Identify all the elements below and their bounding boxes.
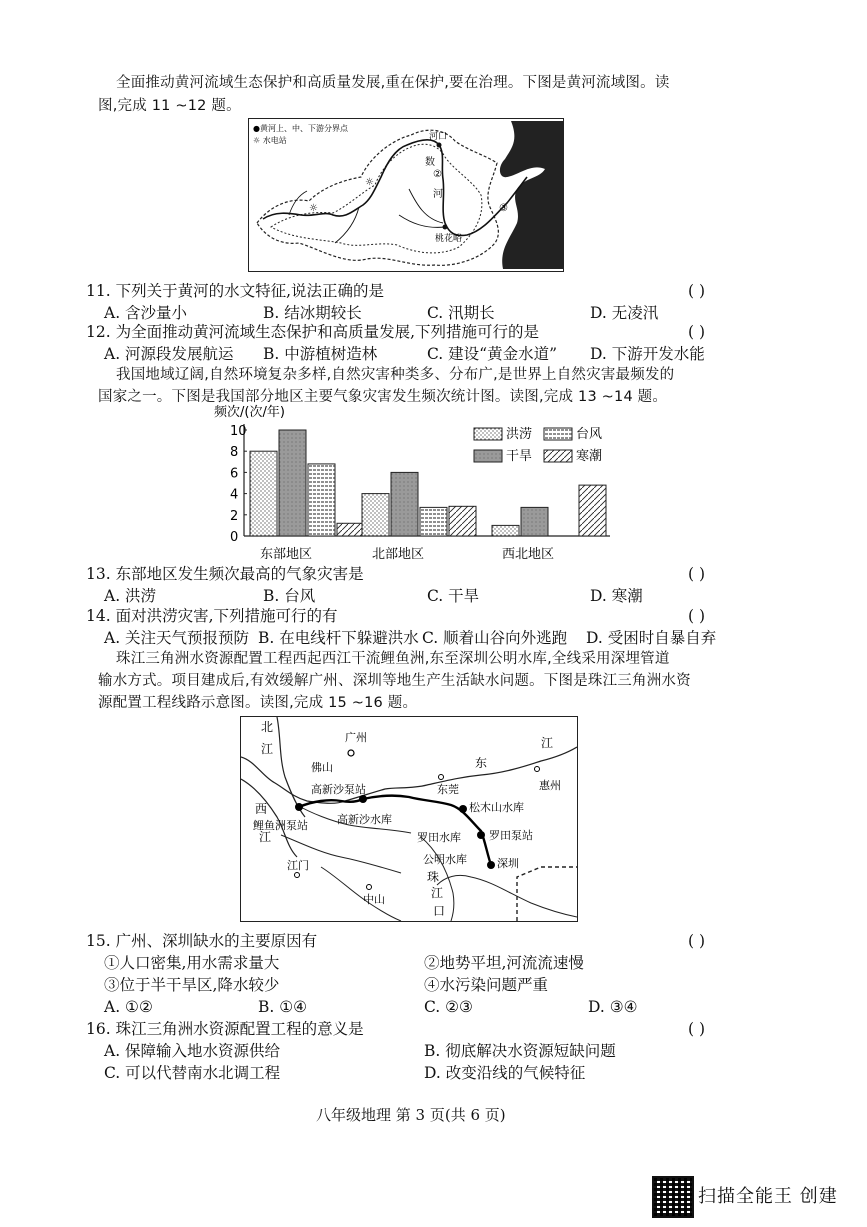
bei-jiang-river	[277, 717, 305, 817]
liyuzhou-pump-dot	[295, 803, 303, 811]
q13-option-a[interactable]: A. 洪涝	[104, 587, 157, 605]
label-taohuayu: 桃花峪	[435, 234, 463, 244]
bar-寒潮-东部地区	[337, 523, 364, 536]
q13-option-b[interactable]: B. 台风	[263, 587, 316, 605]
q16-option-d[interactable]: D. 改变沿线的气候特征	[424, 1064, 586, 1082]
zhongshan-city-icon	[367, 885, 372, 890]
y-tick-label: 10	[230, 424, 247, 439]
q11-option-d[interactable]: D. 无凌汛	[590, 304, 659, 322]
xi-jiang-river	[241, 779, 297, 857]
label-xi: 西	[255, 802, 268, 816]
jiangmen-city-icon	[295, 873, 300, 878]
q16-option-c[interactable]: C. 可以代替南水北调工程	[104, 1064, 281, 1082]
q16-option-a[interactable]: A. 保障输入地水资源供给	[104, 1042, 281, 1060]
x-category-label: 西北地区	[502, 547, 555, 562]
huizhou-city-icon	[535, 767, 540, 772]
label-songmushan: 松木山水库	[469, 801, 524, 814]
bar-台风-北部地区	[420, 507, 447, 536]
q11-option-c[interactable]: C. 汛期长	[427, 304, 495, 322]
gongming-dot	[487, 861, 495, 869]
q14-option-a[interactable]: A. 关注天气预报预防	[104, 629, 250, 647]
pearl-river-map	[240, 716, 578, 922]
label-dong: 东	[475, 756, 488, 770]
q15-option-d[interactable]: D. ③④	[588, 998, 638, 1016]
guangzhou-city-icon	[348, 750, 354, 756]
q15-option-a[interactable]: A. ①②	[104, 998, 153, 1016]
q15-option-b[interactable]: B. ①④	[258, 998, 308, 1016]
label-gaoxinsha-pump: 高新沙泵站	[311, 783, 366, 796]
q12-stem: 12. 为全面推动黄河流域生态保护和高质量发展,下列措施可行的是	[86, 323, 540, 341]
bar-寒潮-西北地区	[579, 485, 606, 536]
q13-answer-paren[interactable]: ( )	[688, 565, 706, 583]
y-tick-label: 6	[230, 466, 239, 482]
bar-干旱-北部地区	[391, 472, 418, 536]
legend-boundary: ●黄河上、中、下游分界点	[253, 124, 348, 133]
q16-stem: 16. 珠江三角洲水资源配置工程的意义是	[86, 1020, 364, 1038]
q12-option-b[interactable]: B. 中游植树造林	[263, 345, 378, 363]
q12-answer-paren[interactable]: ( )	[688, 323, 706, 341]
basin-boundary	[257, 130, 498, 265]
label-he: 河	[433, 189, 443, 200]
legend-swatch	[474, 428, 502, 440]
q12-option-a[interactable]: A. 河源段发展航运	[104, 345, 234, 363]
bar-洪涝-西北地区	[492, 525, 519, 536]
x-category-label: 北部地区	[372, 547, 425, 562]
q12-option-c[interactable]: C. 建设“黄金水道”	[427, 345, 558, 363]
q16-option-b[interactable]: B. 彻底解决水资源短缺问题	[424, 1042, 616, 1060]
legend-label: 台风	[576, 427, 603, 442]
bar-洪涝-东部地区	[250, 451, 277, 536]
disaster-frequency-chart	[210, 404, 630, 566]
marker-2: ②	[433, 169, 442, 180]
q15-stem: 15. 广州、深圳缺水的主要原因有	[86, 932, 318, 950]
label-jiangmen: 江门	[287, 859, 309, 872]
q14-stem: 14. 面对洪涝灾害,下列措施可行的有	[86, 607, 338, 625]
legend-hydro: ☼ 水电站	[253, 136, 287, 145]
y-tick-label: 8	[230, 445, 239, 461]
legend-swatch	[544, 428, 572, 440]
q15-answer-paren[interactable]: ( )	[688, 932, 706, 950]
sea-area	[500, 121, 563, 269]
y-tick-label: 4	[230, 487, 239, 503]
hydro-station-icon: ☼	[365, 177, 374, 188]
label-kou: 口	[433, 904, 446, 918]
intro-yellow-river-line2: 图,完成 11 ~12 题。	[98, 98, 241, 114]
hk-boundary	[517, 867, 577, 921]
label-zhongshan: 中山	[363, 893, 385, 906]
legend-label: 寒潮	[576, 449, 603, 464]
qr-code-icon	[652, 1176, 694, 1218]
tributary	[335, 207, 359, 243]
hydro-station-icon: ☼	[309, 203, 318, 214]
delta-channel	[321, 867, 401, 921]
gaoxinsha-pump-dot	[359, 795, 367, 803]
q16-answer-paren[interactable]: ( )	[688, 1020, 706, 1038]
q13-stem: 13. 东部地区发生频次最高的气象灾害是	[86, 565, 364, 583]
q15-statement-4: ④水污染问题严重	[424, 976, 549, 994]
label-guangzhou: 广州	[345, 731, 367, 744]
boundary-point-taohuayu	[443, 225, 448, 230]
legend-label: 干旱	[506, 449, 533, 464]
intro-pearl-line1: 珠江三角洲水资源配置工程西起西江干流鲤鱼洲,东至深圳公明水库,全线采用深埋管道	[116, 651, 670, 667]
bar-洪涝-北部地区	[362, 494, 389, 536]
intro-disaster-line2: 国家之一。下图是我国部分地区主要气象灾害发生频次统计图。读图,完成 13 ~14 题。	[98, 389, 668, 405]
q11-option-b[interactable]: B. 结冰期较长	[263, 304, 362, 322]
legend-swatch	[474, 450, 502, 462]
page-footer: 八年级地理 第 3 页(共 6 页)	[316, 1106, 506, 1124]
label-luotian-res: 罗田水库	[417, 831, 461, 844]
label-shu: 数	[425, 157, 435, 168]
q11-answer-paren[interactable]: ( )	[688, 282, 706, 300]
legend-label: 洪涝	[506, 427, 533, 442]
bar-台风-东部地区	[308, 464, 335, 536]
y-tick-label: 0	[230, 530, 239, 545]
x-category-label: 东部地区	[260, 547, 313, 562]
label-jiang2: 江	[541, 736, 554, 750]
q14-option-d[interactable]: D. 受困时自暴自弃	[586, 629, 717, 647]
label-zhu: 珠	[427, 870, 440, 884]
dong-jiang-river	[241, 747, 577, 803]
label-bei: 北	[261, 720, 274, 734]
q15-statement-2: ②地势平坦,河流流速慢	[424, 954, 584, 972]
label-liyuzhou: 鲤鱼洲泵站	[253, 819, 308, 832]
q11-stem: 11. 下列关于黄河的水文特征,说法正确的是	[86, 282, 385, 300]
q15-option-c[interactable]: C. ②③	[424, 998, 473, 1016]
intro-pearl-line2: 输水方式。项目建成后,有效缓解广州、深圳等地生产生活缺水问题。下图是珠江三角洲水资	[98, 673, 691, 689]
label-huizhou: 惠州	[539, 779, 561, 792]
label-hekou: 河口	[429, 132, 448, 142]
tributary	[289, 191, 307, 215]
q11-option-a[interactable]: A. 含沙量小	[104, 304, 188, 322]
q12-option-d[interactable]: D. 下游开发水能	[590, 345, 705, 363]
label-gaoxinsha-res: 高新沙水库	[337, 813, 392, 826]
y-tick-label: 2	[230, 508, 239, 524]
legend-swatch	[544, 450, 572, 462]
luotian-pump-dot	[477, 831, 485, 839]
bar-寒潮-北部地区	[449, 506, 476, 536]
label-jiang4: 江	[431, 886, 444, 900]
q13-option-c[interactable]: C. 干旱	[427, 587, 480, 605]
yellow-river-map	[248, 118, 564, 272]
bar-干旱-东部地区	[279, 430, 306, 536]
boundary-point-hekou	[437, 143, 442, 148]
label-jiang3: 江	[259, 830, 272, 844]
coastline	[437, 875, 577, 917]
label-gongming: 公明水库	[423, 853, 467, 866]
q15-statement-3: ③位于半干旱区,降水较少	[104, 976, 280, 994]
songmushan-dot	[459, 805, 467, 813]
chart-bars	[250, 430, 606, 536]
q15-statement-1: ①人口密集,用水需求量大	[104, 954, 280, 972]
bar-干旱-西北地区	[521, 507, 548, 536]
intro-pearl-line3: 源配置工程线路示意图。读图,完成 15 ~16 题。	[98, 695, 418, 711]
intro-disaster-line1: 我国地域辽阔,自然环境复杂多样,自然灾害种类多、分布广,是世界上自然灾害最频发的	[116, 367, 675, 383]
q13-option-d[interactable]: D. 寒潮	[590, 587, 643, 605]
label-jiang1: 江	[261, 742, 274, 756]
q14-option-b[interactable]: B. 在电线杆下躲避洪水	[258, 629, 419, 647]
chart-legend	[474, 426, 602, 464]
chart-xlabels	[260, 546, 554, 562]
label-foshan: 佛山	[311, 761, 333, 774]
chart-svg	[210, 404, 630, 566]
q14-option-c[interactable]: C. 顺着山谷向外逃跑	[422, 629, 568, 647]
watermark-text: 扫描全能王 创建	[698, 1186, 838, 1207]
dongguan-city-icon	[439, 775, 444, 780]
yellow-river-main	[263, 140, 527, 236]
q14-answer-paren[interactable]: ( )	[688, 607, 706, 625]
label-dongguan: 东莞	[437, 783, 459, 796]
intro-yellow-river-line1: 全面推动黄河流域生态保护和高质量发展,重在保护,要在治理。下图是黄河流域图。读	[116, 75, 670, 91]
label-shenzhen: 深圳	[497, 857, 519, 870]
marker-3: ③	[499, 203, 508, 214]
label-luotian-pump: 罗田泵站	[489, 829, 533, 842]
chart-ylabel: 频次/(次/年)	[214, 405, 285, 420]
